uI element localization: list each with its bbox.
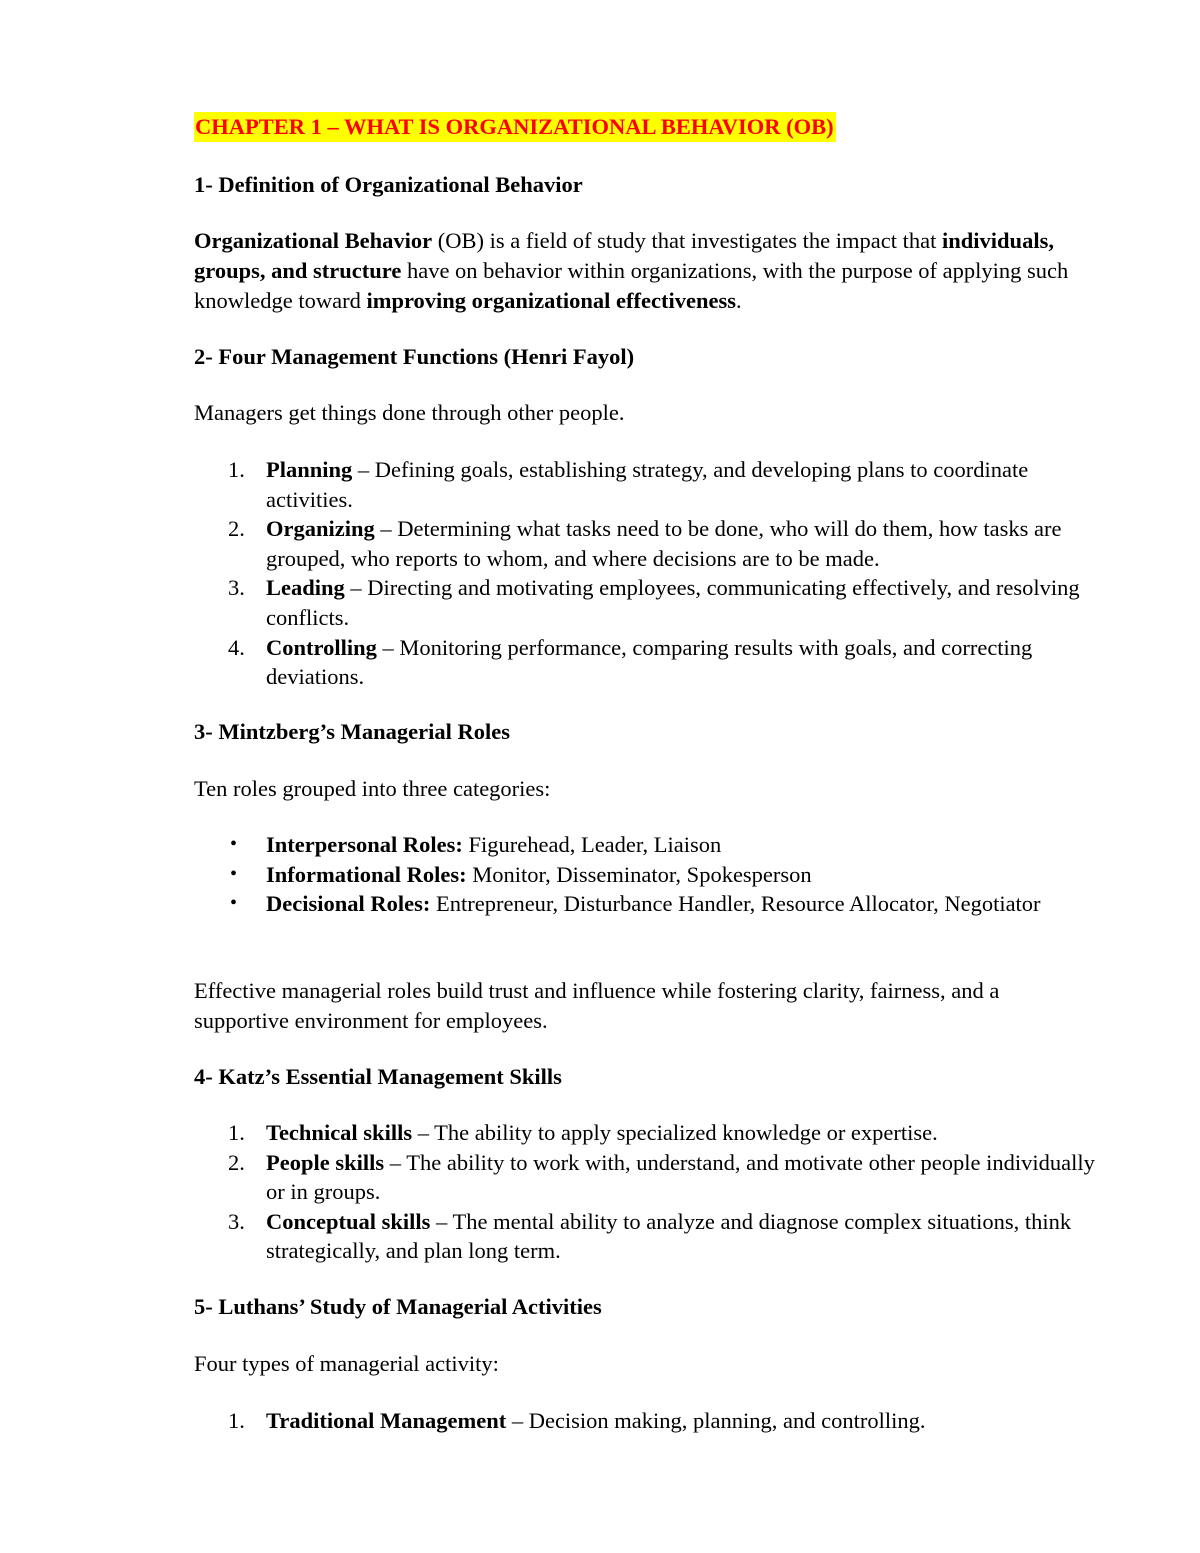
- management-skills-list: [194, 1118, 1104, 1266]
- list-item-desc: Monitor, Disseminator, Spokesperson: [466, 861, 812, 887]
- list-item-term: People skills: [266, 1149, 385, 1175]
- definition-text-1: (OB) is a field of study that investigates the impact that: [432, 228, 943, 253]
- list-item-term: Interpersonal Roles:: [266, 832, 463, 857]
- list-item-desc: – Decision making, planning, and controlling.: [506, 1408, 926, 1433]
- definition-term: Organizational Behavior: [194, 228, 433, 253]
- list-item: [194, 573, 1104, 632]
- list-item-term: Informational Roles:: [266, 861, 467, 887]
- list-item-term: Controlling: [266, 634, 377, 660]
- management-functions-list: [194, 455, 1104, 692]
- list-item-term: Decisional Roles:: [266, 891, 431, 917]
- list-item: [194, 1207, 1104, 1266]
- list-item: [194, 889, 1104, 919]
- list-item-desc: Figurehead, Leader, Liaison: [462, 832, 722, 857]
- list-number: 1.: [228, 457, 245, 482]
- section-2-intro: Managers get things done through other people.: [194, 400, 625, 425]
- list-item-desc: – Determining what tasks need to be done, who will do them, how tasks are grouped, who reports to whom, and where decisions are to be made.: [266, 516, 1062, 571]
- bullet-icon: •: [230, 862, 238, 885]
- definition-text-2: have on behavior within organizations, with the purpose of applying such knowledge toward: [194, 258, 1069, 313]
- list-item-term: Technical skills: [266, 1120, 413, 1145]
- chapter-title: CHAPTER 1 – WHAT IS ORGANIZATIONAL BEHAVIOR (OB): [195, 114, 834, 139]
- list-item: [194, 514, 1104, 573]
- list-number: 3.: [228, 1208, 245, 1234]
- list-number: 2.: [228, 1149, 245, 1175]
- section-4-heading: 4- Katz’s Essential Management Skills: [194, 1064, 562, 1089]
- list-number: 1.: [228, 1120, 245, 1145]
- bullet-icon: •: [230, 833, 238, 855]
- list-number: 1.: [228, 1408, 245, 1433]
- list-number: 3.: [228, 575, 245, 601]
- managerial-activities-list: [194, 1406, 1104, 1436]
- list-item: [194, 633, 1104, 692]
- section-3-heading: 3- Mintzberg’s Managerial Roles: [194, 719, 510, 744]
- list-item-desc: – The ability to apply specialized knowledge or expertise.: [412, 1120, 938, 1145]
- list-item-desc: – Monitoring performance, comparing results with goals, and correcting deviations.: [266, 634, 1033, 690]
- chapter-title-line: [194, 112, 1104, 142]
- definition-text-3: .: [736, 288, 742, 313]
- list-item-desc: – The mental ability to analyze and diagnose complex situations, think strategically, and plan long term.: [266, 1208, 1072, 1264]
- list-item: [194, 455, 1104, 514]
- list-item: [194, 1148, 1104, 1207]
- list-item: [194, 830, 1104, 860]
- list-item: [194, 860, 1104, 890]
- list-item-term: Planning: [266, 457, 353, 482]
- list-item-desc: – The ability to work with, understand, and motivate other people individually or in groups.: [266, 1149, 1095, 1205]
- definition-term-3: improving organizational effectiveness: [366, 288, 736, 313]
- section-1-paragraph: [194, 226, 1074, 316]
- list-item-term: Leading: [266, 575, 345, 601]
- section-3-intro: Ten roles grouped into three categories:: [194, 776, 551, 801]
- list-item-term: Conceptual skills: [266, 1208, 431, 1234]
- list-item-term: Organizing: [266, 516, 375, 542]
- list-item: [194, 1118, 1104, 1148]
- section-5-intro: Four types of managerial activity:: [194, 1351, 499, 1376]
- list-number: 2.: [228, 516, 245, 542]
- list-number: 4.: [228, 634, 245, 660]
- section-1-heading: 1- Definition of Organizational Behavior: [194, 172, 583, 197]
- section-3-closing: Effective managerial roles build trust and influence while fostering clarity, fairness, and a supportive environment for employees.: [194, 978, 1000, 1033]
- section-2-heading: 2- Four Management Functions (Henri Fayol): [194, 344, 635, 369]
- managerial-roles-list: [194, 830, 1104, 919]
- list-item-desc: – Defining goals, establishing strategy, and developing plans to coordinate activities.: [266, 457, 1029, 512]
- bullet-icon: •: [230, 892, 238, 915]
- list-item-term: Traditional Management: [266, 1408, 507, 1433]
- definition-term-2: individuals, groups, and structure: [194, 228, 1054, 283]
- list-item-desc: Entrepreneur, Disturbance Handler, Resource Allocator, Negotiator: [430, 891, 1041, 917]
- section-5-heading: 5- Luthans’ Study of Managerial Activities: [194, 1294, 602, 1319]
- list-item-desc: – Directing and motivating employees, communicating effectively, and resolving conflicts.: [266, 575, 1080, 630]
- chapter-title-highlight: [194, 112, 836, 142]
- list-item: [194, 1406, 1104, 1436]
